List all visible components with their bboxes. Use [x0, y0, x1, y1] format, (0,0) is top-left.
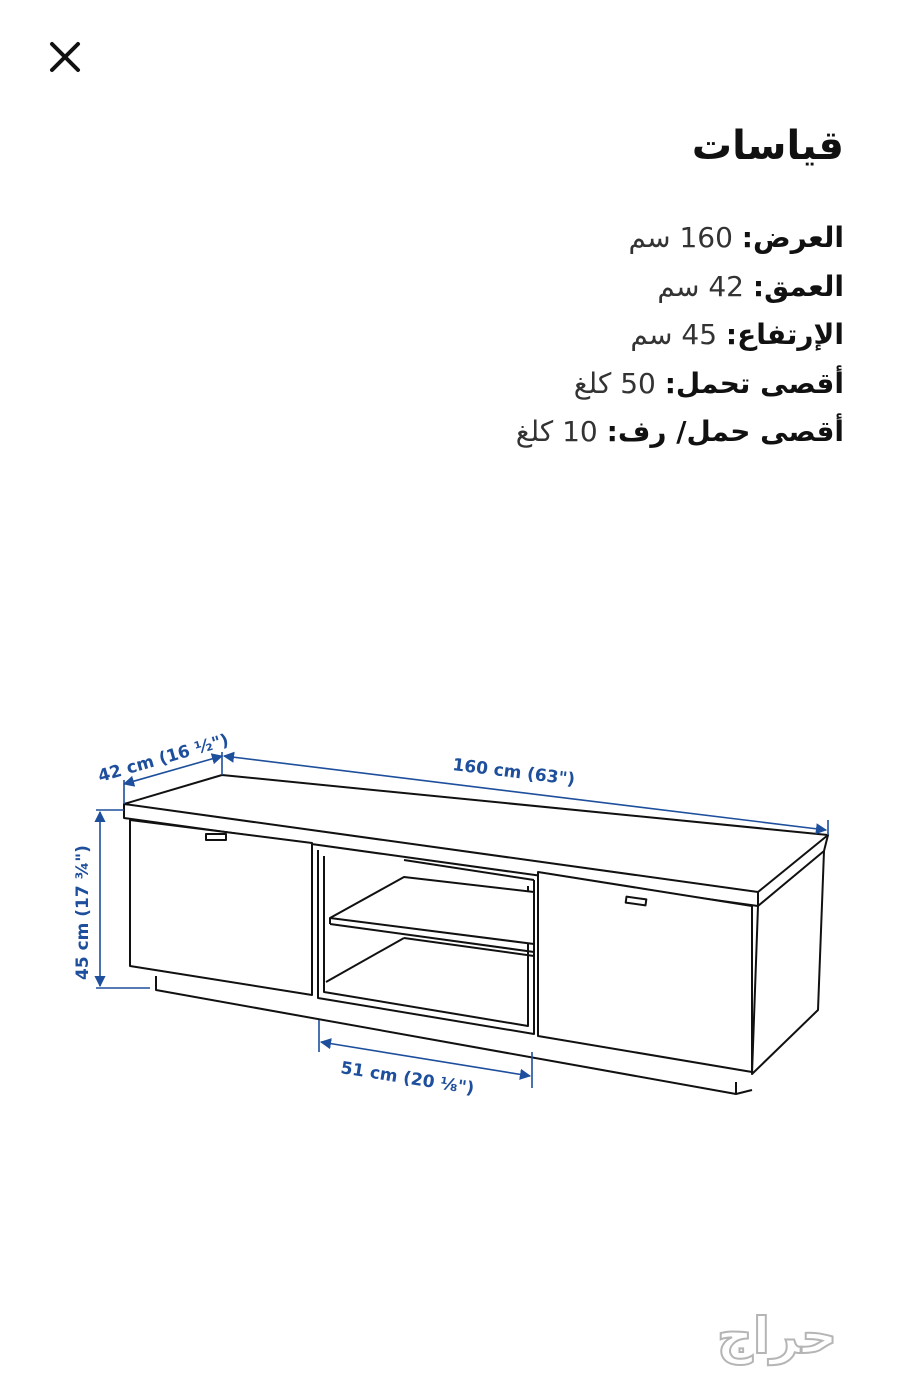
spec-value: 45 سم [630, 318, 718, 351]
width-dimension-label: 160 cm (63") [451, 755, 577, 790]
depth-dimension-label: 42 cm (16 ½") [95, 730, 232, 787]
spec-max-load [516, 360, 844, 409]
spec-label: العمق: [752, 269, 844, 303]
haraj-watermark-logo [662, 1301, 892, 1371]
tv-bench-dimension-diagram [0, 680, 900, 1140]
tv-bench-drawing [124, 775, 828, 1094]
spec-label: العرض: [741, 221, 844, 254]
spec-value: 10 كلغ [515, 415, 598, 448]
spec-value: 160 سم [628, 221, 733, 254]
spec-max-shelf-load [516, 408, 844, 457]
bench-plinth-right [736, 1090, 752, 1094]
close-icon [40, 34, 88, 82]
spec-depth [516, 263, 844, 312]
middle-back-line-1 [404, 860, 534, 880]
middle-shelf [330, 877, 534, 944]
spec-width [516, 214, 844, 263]
watermark-text: حراج [716, 1307, 838, 1365]
spec-value: 42 سم [657, 269, 744, 303]
close-button[interactable] [40, 34, 88, 82]
spec-label: أقصى حمل/ رف: [606, 415, 844, 448]
left-door [130, 820, 312, 995]
height-dimension-label: 45 cm (17 ¾") [73, 845, 93, 980]
page-title: قياسات [691, 123, 844, 169]
spec-label: أقصى تحمل: [664, 366, 844, 400]
middle-back-line-3 [326, 938, 404, 982]
specs-list [516, 214, 844, 457]
spec-value: 50 كلغ [573, 366, 656, 400]
spec-label: الإرتفاع: [725, 318, 844, 351]
spec-height [516, 311, 844, 360]
opening-dimension-label: 51 cm (20 ⅛") [339, 1058, 476, 1100]
